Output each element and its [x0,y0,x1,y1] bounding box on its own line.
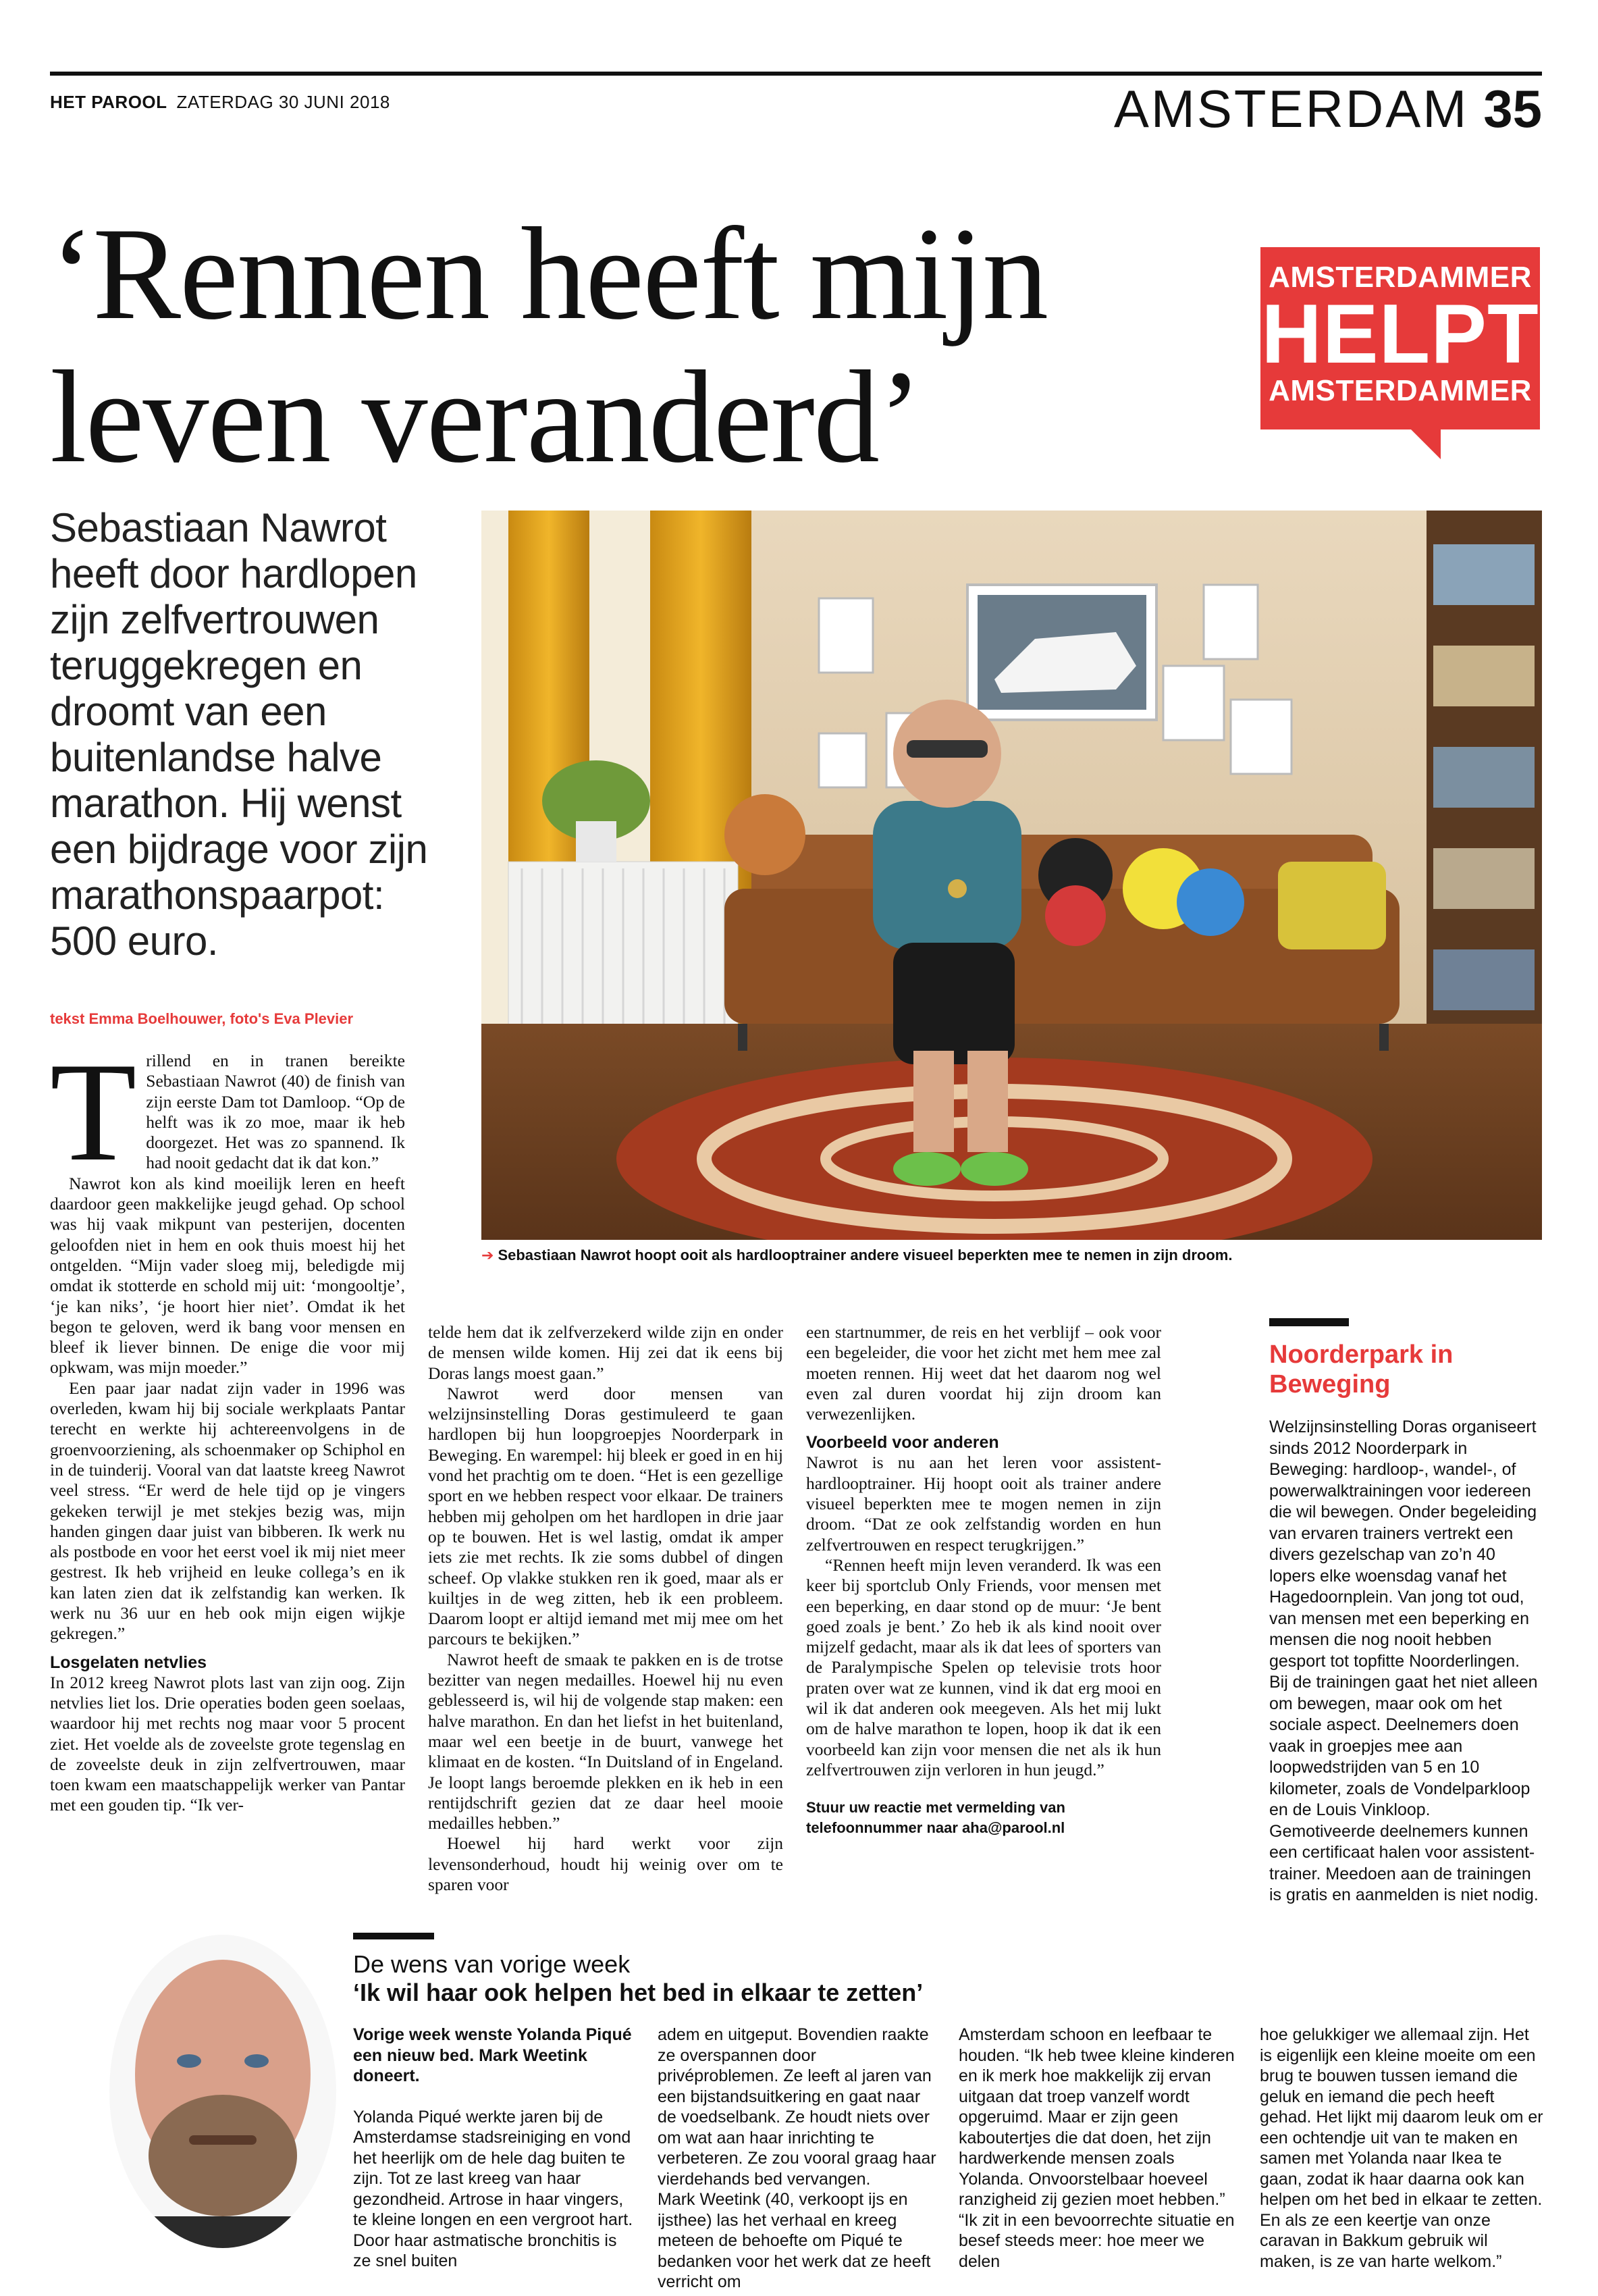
sidebar-body: Welzijnsinstelling Doras organiseert sinds 2012 Noorderpark in Beweging: hardloop-, wandel-, of powerwalktrainingen voor iedereen die wil bewegen. Onder begeleiding van ervaren trainers vertrekt een divers gezelschap van zo’n 40 lopers elke woensdag vanaf het Hagedoornplein. Van jong tot oud, van mensen met een beperking en mensen die nog nooit hebben gesport tot topfitte Noorderlingen. Bij de trainingen gaat het niet alleen om bewegen, maar ook om het sociale aspect. Deelnemers doen vaak in groepjes mee aan loopwedstrijden van 5 en 10 kilometer, zoals de Vondelparkloop en de Louis Vinkloop. Gemotiveerde deelnemers kunnen een certificaat halen voor assistent-trainer. Meedoen aan de trainingen is gratis en aanmelden is niet nodig. [1269,1417,1539,1904]
badge-line-1: AMSTERDAMMER [1269,261,1532,294]
paragraph: Hoewel hij hard werkt voor zijn levensonderhoud, houdt hij weinig over om te sparen voor [428,1833,783,1895]
byline: tekst Emma Boelhouwer, foto's Eva Plevier [50,1010,354,1027]
article-column-1 [50,1034,405,1816]
previous-wish-kicker: De wens van vorige week [353,1950,631,1978]
badge-line-3: AMSTERDAMMER [1269,374,1532,407]
paragraph: In 2012 kreeg Nawrot plots last van zijn oog. Zijn netvlies liet los. Drie operaties boden geen soelaas, waardoor hij met rechts nog maar voor 5 procent ziet. Het voelde als de zoveelste grote tegenslag en de zoveelste deuk in zijn zelfvertrouwen, maar toen kwam een maatschappelijk werker van Pantar met een gouden tip. “Ik ver- [50,1672,405,1815]
page-number: 35 [1483,79,1542,138]
paragraph: Nawrot is nu aan het leren voor assistent-hardlooptrainer. Hij hoopt ooit als trainer andere visueel beperkten mee te mogen nemen in zijn droom. “Dat ze ook zelfstandig worden en hun zelfvertrouwen en respect terugkrijgen.” [806,1453,1161,1555]
campaign-badge [1260,247,1540,429]
headline-line-2: leven veranderd’ [50,344,922,490]
bottom-rule [353,1933,434,1939]
previous-wish-lead: Vorige week wenste Yolanda Piqué een nieuw bed. Mark Weetink doneert. [353,2025,632,2085]
article-column-2 [428,1322,783,1895]
paragraph: Nawrot heeft de smaak te pakken en is de trotse bezitter van negen medailles. Hoewel hij nu even geblesseerd is, wil hij de volgende stap maken: een halve marathon. En dan het liefst in het buitenland, maar wel een beetje in de buurt, vanwege het klimaat en de kosten. “In Duitsland of in Engeland. Je loopt langs beroemde plekken en ik heb in een rentijdschrift gezien dat ze daar heel mooie medailles hebben.” [428,1649,783,1833]
previous-wish-title: ‘Ik wil haar ook helpen het bed in elkaar te zetten’ [353,1979,924,2006]
subheading: Losgelaten netvlies [50,1652,207,1672]
paragraph: een startnummer, de reis en het verblijf – ook voor een begeleider, die voor het zicht met hem mee zal moeten rennen. Hij weet dat het daarom nog wel even zal duren voordat hij zijn droom kan verwezenlijken. [806,1322,1161,1424]
paragraph: Een paar jaar nadat zijn vader in 1996 was overleden, kwam hij bij sociale werkplaats Pantar terecht en werkte hij achtereenvolgens in de groenvoorziening, als schoenmaker op Schiphol en in de tuinderij. Vooral van dat laatste kreeg Nawrot veel stress. “Er werd de hele tijd op je vingers gekeken terwijl je met stekjes bezig was, mijn handen gingen daar juist van bibberen. Ik werk nu als postbode en voor het eerst voel ik mij niet meer gestrest. Ik heb vrijheid en leuke collega’s en ik kan laten zien dat ik zelfstandig kan werken. Ik werk nu 36 uur en heb ook mijn eigen wijkje gekregen.” [50,1378,405,1644]
masthead [50,92,390,113]
paragraph: Amsterdam schoon en leefbaar te houden. “Ik heb twee kleine kinderen en ik merk hoe makkelijk zij ervan uitgaan dat troep vanzelf wordt opgeruimd. Maar er zijn geen kaboutertjes die dat doen, het zijn hardwerkende mensen zoals Yolanda. Onvoorstelbaar hoeveel ranzigheid zij gezien moet hebben.” [959,2025,1235,2209]
paragraph: Yolanda Piqué werkte jaren bij de Amsterdamse stadsreiniging en vond het heerlijk om de hele dag buiten te zijn. Tot ze last kreeg van haar gezondheid. Artrose in haar vingers, te kleine longen en een vergroot hart. Door haar astmatische bronchitis is ze snel buiten [353,2107,633,2270]
paragraph: rillend en in tranen bereikte Sebastiaan Nawrot (40) de finish van zijn eerste Dam tot Damloop. “Op de helft was ik zo moe, maar ik heb doorgezet. Het was zo spannend. Ik had nooit gedacht dat ik dat kon.” [146,1051,405,1173]
drop-cap: T [50,1034,137,1191]
intro-text: Sebastiaan Nawrot heeft door hardlopen zijn zelfvertrouwen teruggekregen en droomt van een buitenlandse halve marathon. Hij wenst een bijdrage voor zijn marathonspaarpot: 500 euro. [50,505,428,964]
paragraph: “Rennen heeft mijn leven veranderd. Ik was een keer bij sportclub Only Friends, voor mensen met een beperking, en daar stond op de muur: ‘Je bent goed zoals je bent.’ Zo heb ik als kind nooit over mijzelf gedacht, maar als ik dat lees of sporters van de Paralympische Spelen op televisie trots hoor praten over wat ze kunnen, vind ik dat erg mooi en wil ik dat anderen ook meegeven. Als het mij lukt om de halve marathon te lopen, hoop ik dat ik een voorbeeld kan zijn voor mensen die net als ik hun zelfvertrouwen zijn verloren in hun jeugd.” [806,1555,1161,1779]
paragraph: Mark Weetink (40, verkoopt ijs en ijsthee) las het verhaal en kreeg meteen de behoefte om Piqué te bedanken voor het werk dat ze heeft verricht om [658,2190,931,2291]
paragraph: telde hem dat ik zelfverzekerd wilde zijn en onder de mensen wilde komen. Hij zei dat ik eens bij Doras langs moest gaan.” [428,1322,783,1383]
badge-tail [1411,429,1441,459]
sidebar-rule [1269,1318,1349,1326]
caption-text: Sebastiaan Nawrot hoopt ooit als hardlooptrainer andere visueel beperkten mee te nemen in zijn droom. [498,1247,1233,1263]
section-name: AMSTERDAM [1113,79,1469,138]
subheading: Voorbeeld voor anderen [806,1433,999,1453]
issue-date: ZATERDAG 30 JUNI 2018 [176,92,390,112]
article-column-3 [806,1322,1161,1838]
reader-response-cta: Stuur uw reactie met vermelding van telefoonnummer naar aha@parool.nl [806,1799,1065,1837]
arrow-right-icon: ➔ [481,1247,494,1263]
badge-line-2: HELPT [1261,288,1539,381]
man-portrait [108,1933,338,2250]
article-photo [481,511,1542,1240]
portrait-photo [108,1933,338,2250]
paragraph: hoe gelukkiger we allemaal zijn. Het is eigenlijk een kleine moeite om een brug te bouwen tussen iemand die geluk en iemand die pech heeft gehad. Het lijkt mij daarom leuk om er een ochtendje uit van te maken en samen met Yolanda naar Ikea te gaan, zodat ik haar daarna ook kan helpen om het bed in elkaar te zetten. En als ze een keertje van onze caravan in Bakkum gebruik wil maken, is ze van harte welkom.” [1260,2025,1543,2271]
top-rule [50,72,1542,76]
sidebar-title: Noorderpark in Beweging [1269,1340,1454,1399]
section-header [1113,79,1542,138]
paragraph: “Ik zit in een bevoorrechte situatie en besef steeds meer: hoe meer we delen [959,2210,1235,2271]
paper-name: HET PAROOL [50,92,167,112]
previous-wish-column-1 [353,2025,637,2272]
headline-line-1: ‘Rennen heeft mijn [50,201,1048,347]
previous-wish-column-4 [1260,2025,1543,2272]
headline [50,203,1198,489]
paragraph: Nawrot werd door mensen van welzijnsinstelling Doras gestimuleerd te gaan hardlopen bij hun loopgroepjes Noorderpark in Beweging. En warempel: hij bleek er goed in en hij vond het prachtig om te doen. “Het is een gezellige sport en we hebben respect voor elkaar. De trainers hebben mij geholpen om het hardlopen in drie jaar op te bouwen. Het is wel lastig, omdat ik amper iets zie met rechts. Ik zie soms dubbel of dingen scheef. Op vlakke stukken ren ik goed, maar als er kuiltjes in de weg zitten, heb ik een probleem. Daarom loopt er altijd iemand met mij mee om het parcours te bekijken.” [428,1383,783,1649]
paragraph: adem en uitgeput. Bovendien raakte ze overspannen door privéproblemen. Ze leeft al jaren van een bijstandsuitkering en gaat naar de voedselbank. Ze houdt niets over om wat aan haar inrichting te verbeteren. Ze zou vooral graag haar vierdehands bed vervangen. [658,2025,936,2189]
living-room-photo [481,511,1542,1240]
previous-wish-column-2 [658,2025,941,2293]
previous-wish-column-3 [959,2025,1242,2272]
sidebar-box [1269,1318,1539,1906]
paragraph: Nawrot kon als kind moeilijk leren en heeft daardoor geen makkelijke jeugd gehad. Op school was hij vaak mikpunt van pesterijen, docenten geloofden niet in hem en ook thuis moest hij het ontgelden. “Mijn vader sloeg mij, beledigde mij omdat ik stotterde en schold mij uit: ‘mongooltje’, ‘je kan niks’, ‘je hoort hier niet’. Omdat ik het begon te geloven, werd ik bang voor mensen en bleef ik liever binnen. De enige die voor mij opkwam, was mijn moeder.” [50,1173,405,1378]
photo-caption [481,1247,1542,1264]
